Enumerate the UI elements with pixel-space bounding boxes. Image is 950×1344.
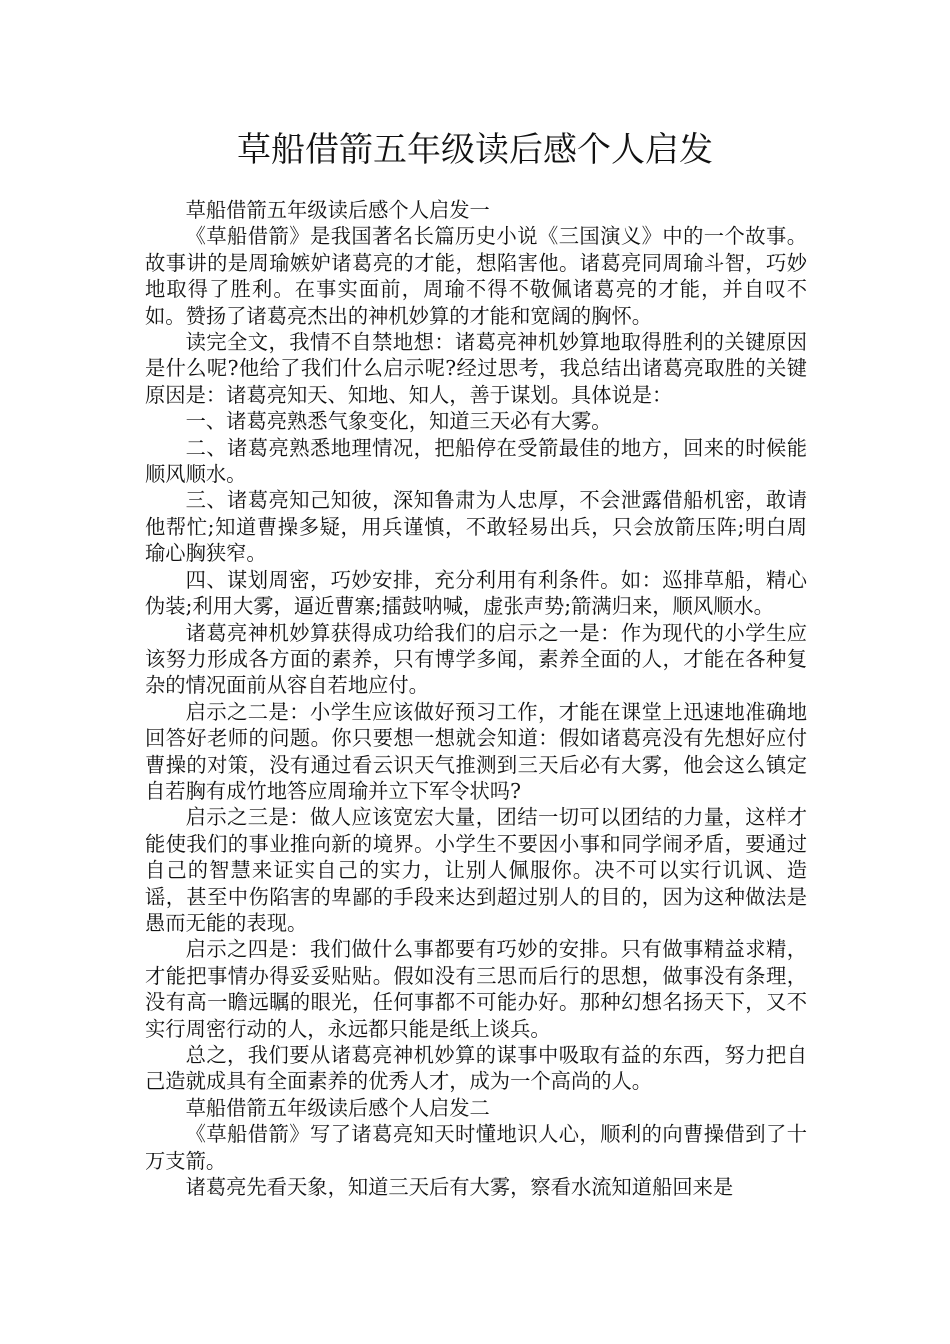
- paragraph: 启示之二是：小学生应该做好预习工作，才能在课堂上迅速地准确地回答好老师的问题。你只要想一想就会知道：假如诸葛亮没有先想好应付曹操的对策，没有通过看云识天气推测到三天后必有大雾，他会这么镇定自若胸有成竹地答应周瑜并立下军令状吗?: [145, 699, 807, 803]
- section-heading-1: 草船借箭五年级读后感个人启发一: [185, 198, 490, 222]
- list-item: 四、谋划周密，巧妙安排，充分利用有利条件。如：巡排草船，精心伪装;利用大雾，逼近曹寨;擂鼓呐喊，虚张声势;箭满归来，顺风顺水。: [145, 567, 807, 619]
- paragraph: 诸葛亮神机妙算获得成功给我们的启示之一是：作为现代的小学生应该努力形成各方面的素养，只有博学多闻，素养全面的人，才能在各种复杂的情况面前从容自若地应付。: [145, 620, 807, 698]
- document-title: 草船借箭五年级读后感个人启发: [237, 130, 713, 170]
- list-item: 一、诸葛亮熟悉气象变化，知道三天必有大雾。: [185, 409, 612, 434]
- paragraph: 《草船借箭》写了诸葛亮知天时懂地识人心，顺利的向曹操借到了十万支箭。: [145, 1122, 807, 1173]
- list-item: 三、诸葛亮知己知彼，深知鲁肃为人忠厚，不会泄露借船机密，敢请他帮忙;知道曹操多疑，用兵谨慎，不敢轻易出兵，只会放箭压阵;明白周瑜心胸狭窄。: [145, 488, 807, 566]
- paragraph: 启示之四是：我们做什么事都要有巧妙的安排。只有做事精益求精，才能把事情办得妥妥贴贴。假如没有三思而后行的思想，做事没有条理，没有高一瞻远瞩的眼光，任何事都不可能办好。那种幻想名扬天下，又不实行周密行动的人，永远都只能是纸上谈兵。: [145, 937, 807, 1041]
- paragraph: 启示之三是：做人应该宽宏大量，团结一切可以团结的力量，这样才能使我们的事业推向新的境界。小学生不要因小事和同学闹矛盾，要通过自己的智慧来证实自己的实力，让别人佩服你。决不可以实行讥讽、造谣，甚至中伤陷害的卑鄙的手段来达到超过别人的目的，因为这种做法是愚而无能的表现。: [145, 805, 807, 935]
- section-heading-2: 草船借箭五年级读后感个人启发二: [185, 1095, 490, 1120]
- paragraph: 总之，我们要从诸葛亮神机妙算的谋事中吸取有益的东西，努力把自己造就成具有全面素养的优秀人才，成为一个高尚的人。: [145, 1043, 807, 1094]
- document-body: [145, 197, 807, 1200]
- paragraph: 《草船借箭》是我国著名长篇历史小说《三国演义》中的一个故事。故事讲的是周瑜嫉妒诸葛亮的才能，想陷害他。诸葛亮同周瑜斗智，巧妙地取得了胜利。在事实面前，周瑜不得不敬佩诸葛亮的才能，并自叹不如。赞扬了诸葛亮杰出的神机妙算的才能和宽阔的胸怀。: [145, 224, 807, 328]
- paragraph: 读完全文，我情不自禁地想：诸葛亮神机妙算地取得胜利的关键原因是什么呢?他给了我们什么启示呢?经过思考，我总结出诸葛亮取胜的关键原因是：诸葛亮知天、知地、知人，善于谋划。具体说是：: [145, 330, 807, 407]
- list-item: 二、诸葛亮熟悉地理情况，把船停在受箭最佳的地方，回来的时候能顺风顺水。: [145, 435, 807, 487]
- paragraph: 诸葛亮先看天象，知道三天后有大雾，察看水流知道船回来是: [185, 1175, 734, 1200]
